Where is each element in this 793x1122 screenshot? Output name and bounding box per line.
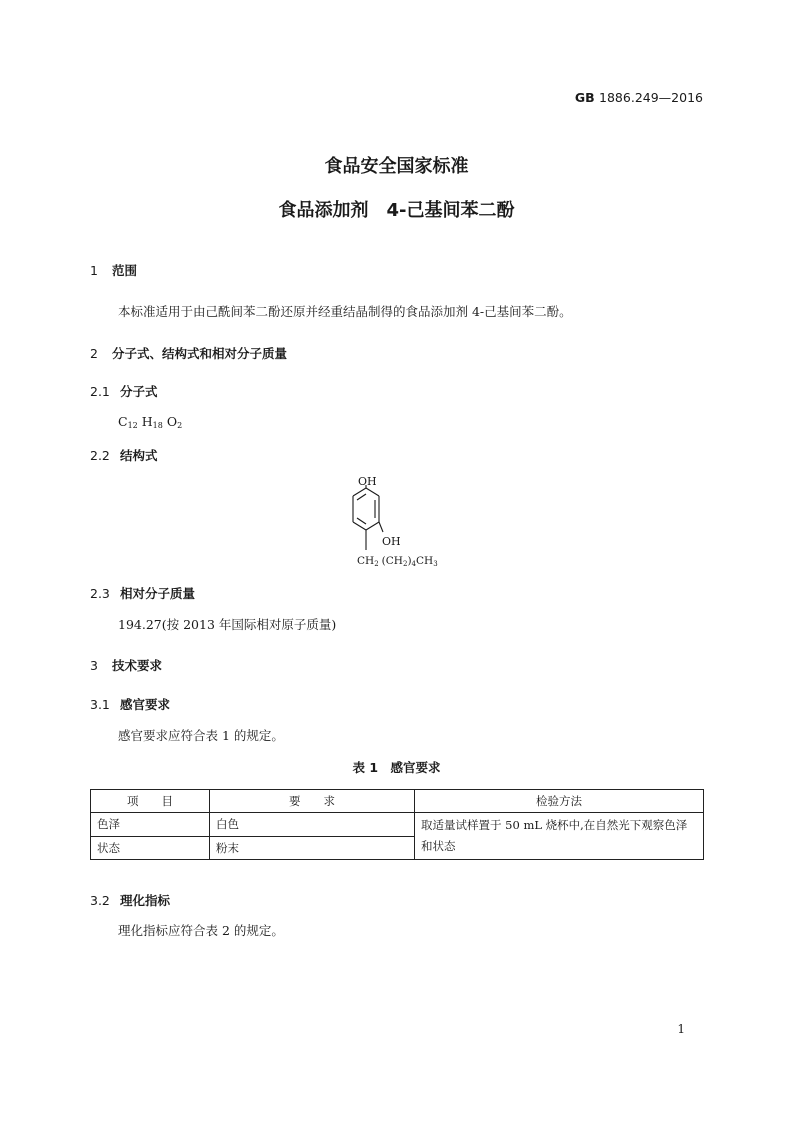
section-title: 范围 <box>112 263 138 278</box>
standard-code: 1886.249—2016 <box>599 90 703 105</box>
molecular-formula: $C_{12}$ $H_{18}$ $O_2$ <box>118 414 183 430</box>
cell-requirement: 白色 <box>210 813 415 837</box>
section-number: 2.2 <box>90 448 110 463</box>
section-3-1-heading <box>90 695 170 713</box>
section-title: 相对分子质量 <box>120 586 196 601</box>
document-title: 食品安全国家标准 <box>324 156 469 177</box>
header-requirement: 要 求 <box>210 790 415 813</box>
section-number: 2.1 <box>90 384 110 399</box>
section-1-heading <box>90 261 137 279</box>
cell-method: 取适量试样置于 50 mL 烧杯中,在自然光下观察色泽和状态 <box>415 813 704 860</box>
hydroxyl-side: OH <box>382 535 401 548</box>
header-item: 项 目 <box>91 790 210 813</box>
section-title: 分子式 <box>120 384 158 399</box>
hydroxyl-top: OH <box>358 475 377 488</box>
section-3-2-heading <box>90 891 170 909</box>
molecular-weight-text: 194.27(按 2013 年国际相对原子质量) <box>118 617 337 632</box>
table-header-row <box>91 790 704 813</box>
section-1-text: 本标准适用于由己酰间苯二酚还原并经重结晶制得的食品添加剂 4-己基间苯二酚。 <box>118 304 572 319</box>
section-2-2-heading <box>90 446 158 464</box>
table-1-caption: 表 1 感官要求 <box>352 760 441 775</box>
section-title: 结构式 <box>120 448 158 463</box>
cell-requirement: 粉末 <box>210 836 415 860</box>
section-2-heading <box>90 344 287 362</box>
section-2-3-heading <box>90 584 195 602</box>
section-title: 技术要求 <box>112 658 163 673</box>
sensory-requirements-table <box>90 789 704 860</box>
section-2-1-heading <box>90 382 158 400</box>
standard-number <box>575 90 703 105</box>
benzene-ring <box>353 488 379 530</box>
section-title: 分子式、结构式和相对分子质量 <box>112 346 288 361</box>
cell-item: 色泽 <box>91 813 210 837</box>
document-subtitle: 食品添加剂 4-己基间苯二酚 <box>278 200 515 221</box>
section-number: 2.3 <box>90 586 110 601</box>
page-number: 1 <box>677 1022 685 1036</box>
cell-item: 状态 <box>91 836 210 860</box>
structural-formula <box>330 472 470 572</box>
section-number: 3.2 <box>90 893 110 908</box>
section-3-heading <box>90 656 162 674</box>
section-number: 3 <box>90 658 98 673</box>
table-row <box>91 813 704 837</box>
section-title: 感官要求 <box>120 697 171 712</box>
section-3-1-text: 感官要求应符合表 1 的规定。 <box>118 728 284 743</box>
section-number: 1 <box>90 263 98 278</box>
section-number: 3.1 <box>90 697 110 712</box>
hexyl-chain: CH2 (CH2)4CH3 <box>357 555 438 568</box>
section-title: 理化指标 <box>120 893 171 908</box>
section-3-2-text: 理化指标应符合表 2 的规定。 <box>118 923 284 938</box>
section-number: 2 <box>90 346 98 361</box>
header-method: 检验方法 <box>415 790 704 813</box>
standard-prefix: GB <box>574 90 595 105</box>
